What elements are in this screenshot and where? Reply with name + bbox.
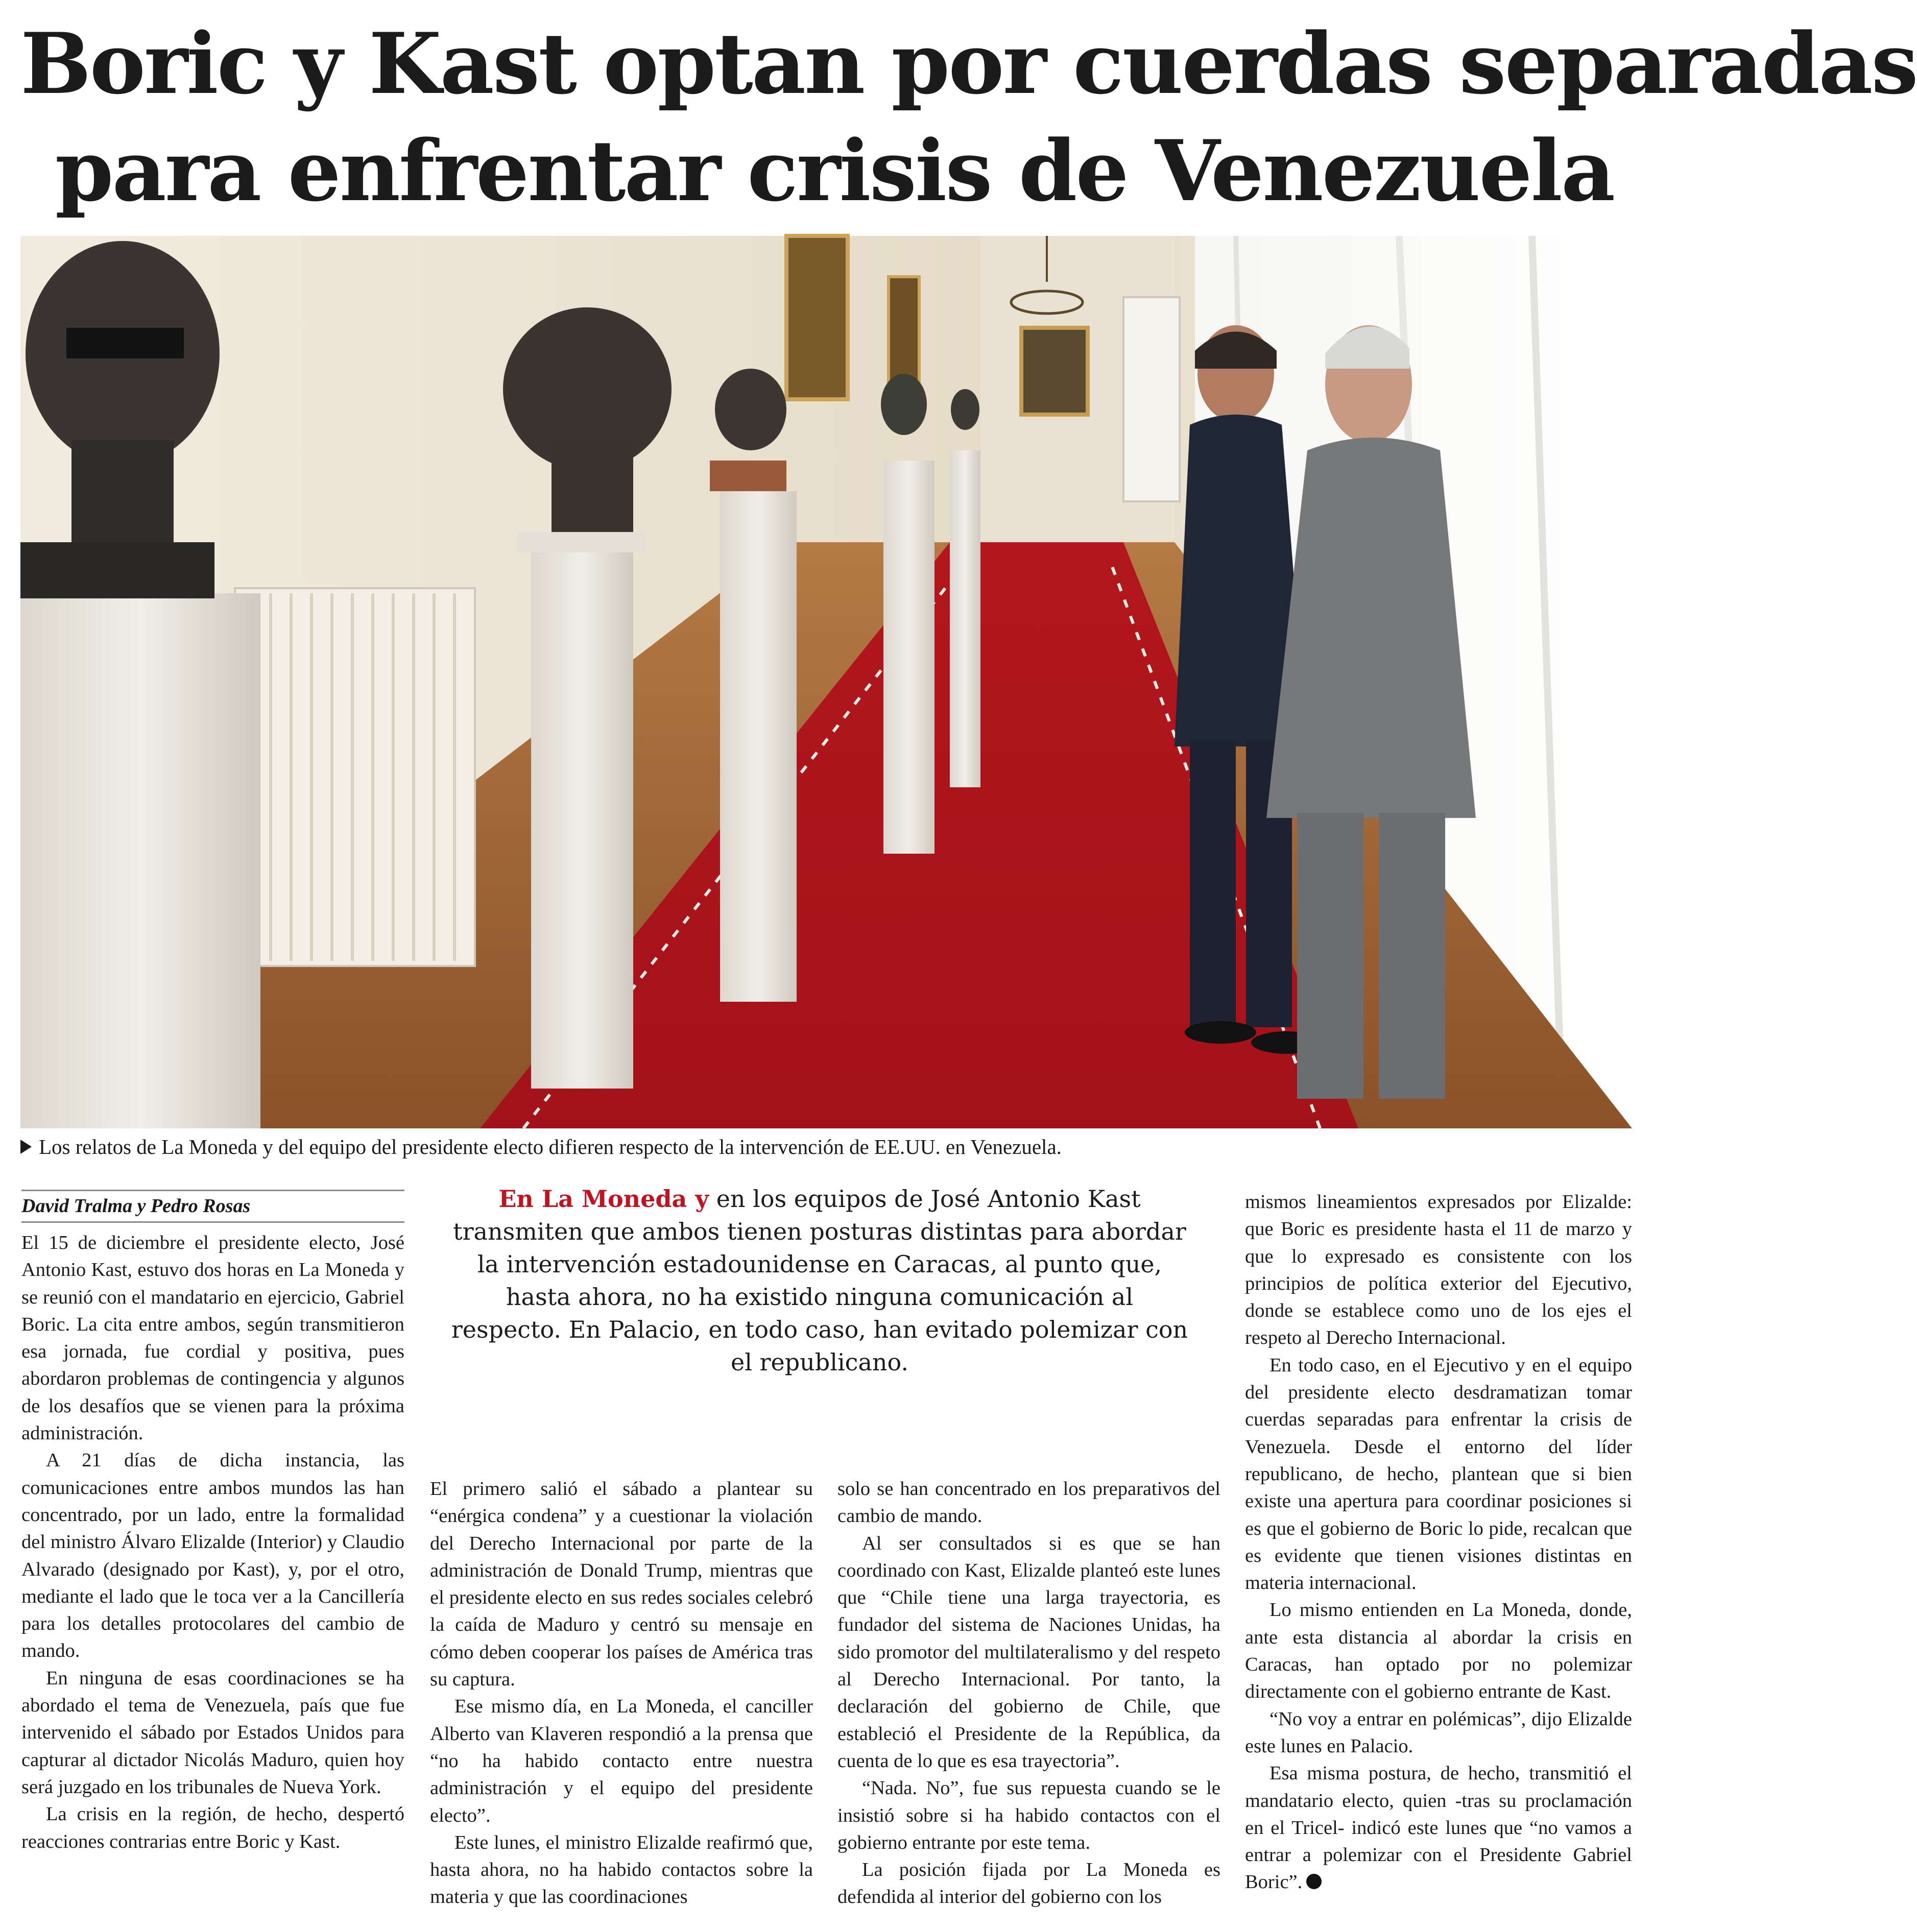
corridor-illustration: [20, 236, 1632, 1128]
paragraph: Lo mismo entienden en La Moneda, donde, ante esta distancia al abordar la crisis en Caracas, han optado por no polemizar directamente con el gobierno entrante de Kast.: [1245, 1599, 1632, 1703]
paragraph: El primero salió el sábado a plantear su “enérgica condena” y a cuestionar la violación del Derecho Internacional por parte de la administración de Donald Trump, mientras que el presidente electo en sus redes sociales celebró la caída de Maduro y centró su mensaje en cómo deben cooperar los países de América tras su captura.: [430, 1478, 813, 1690]
caption-arrow-icon: [20, 1140, 32, 1154]
byline: David Tralma y Pedro Rosas: [21, 1195, 251, 1217]
byline-rule-bottom: [21, 1221, 404, 1223]
article-column-2: [430, 1476, 813, 1911]
paragraph: La posición fijada por La Moneda es defendida al interior del gobierno con los: [837, 1859, 1220, 1908]
caption-text: Los relatos de La Moneda y del equipo del presidente electo difieren respecto de la intervención de EE.UU. en Venezuela.: [39, 1135, 1062, 1158]
paragraph: En ninguna de esas coordinaciones se ha abordado el tema de Venezuela, país que fue intervenido el sábado por Estados Unidos para capturar al dictador Nicolás Maduro, quien hoy será juzgado en los tribunales de Nueva York.: [21, 1667, 404, 1798]
paragraph: Este lunes, el ministro Elizalde reafirmó que, hasta ahora, no ha habido contactos sobre la materia y que las coordinaciones: [430, 1831, 813, 1908]
pull-quote-lead: En La Moneda y: [498, 1185, 709, 1213]
article-column-4: [1245, 1189, 1632, 1896]
article-column-3: [837, 1476, 1220, 1911]
paragraph: A 21 días de dicha instancia, las comunicaciones entre ambos mundos las han concentrado, por un lado, entre la formalidad del ministro Álvaro Elizalde (Interior) y Claudio Alvarado (designado por Kast), y, por el otro, mediante el lado que le toca ver a la Cancillería para los detalles protocolares del cambio de mando.: [21, 1450, 404, 1662]
paragraph: Ese mismo día, en La Moneda, el canciller Alberto van Klaveren respondió a la prensa que “no ha habido contacto entre nuestra administración y el equipo del presidente electo”.: [430, 1696, 813, 1826]
paragraph: “Nada. No”, fue sus repuesta cuando se le insistió sobre si ha habido contactos con el gobierno entrante por este tema.: [837, 1777, 1220, 1853]
paragraph: En todo caso, en el Ejecutivo y en el equipo del presidente electo desdramatizan tomar cuerdas separadas para enfrentar la crisis de Venezuela. Desde el entorno del líder republicano, de hecho, plantean que si bien existe una apertura para coordinar posiciones si es que el gobierno de Boric lo pide, recalcan que es evidente que tienen visiones distintas en materia internacional.: [1245, 1354, 1632, 1594]
headline: [20, 10, 1917, 225]
pull-quote: [449, 1182, 1190, 1379]
paragraph: mismos lineamientos expresados por Elizalde: que Boric es presidente hasta el 11 de marzo y que lo expresado es consistente con los principios de política exterior del Ejecutivo, donde se establece como uno de los ejes el respeto al Derecho Internacional.: [1245, 1191, 1632, 1349]
photo-caption: [20, 1132, 1632, 1161]
paragraph: “No voy a entrar en polémicas”, dijo Elizalde este lunes en Palacio.: [1245, 1708, 1632, 1757]
paragraph: solo se han concentrado en los preparativos del cambio de mando.: [837, 1478, 1220, 1527]
paragraph: La crisis en la región, de hecho, despertó reacciones contrarias entre Boric y Kast.: [21, 1803, 404, 1852]
end-mark-icon: [1306, 1874, 1322, 1889]
headline-line-1: Boric y Kast optan por cuerdas separadas: [20, 14, 1917, 113]
paragraph: El 15 de diciembre el presidente electo, José Antonio Kast, estuvo dos horas en La Moneda y se reunió con el mandatario en ejercicio, Gabriel Boric. La cita entre ambos, según transmitieron esa jornada, fue cordial y positiva, pues abordaron problemas de contingencia y algunos de los desafíos que se vienen para la próxima administración.: [21, 1232, 404, 1444]
headline-line-2: para enfrentar crisis de Venezuela: [55, 122, 1614, 220]
paragraph: Al ser consultados si es que se han coordinado con Kast, Elizalde planteó este lunes que “Chile tiene una larga trayectoria, es fundador del sistema de Naciones Unidas, ha sido promotor del multilateralismo y del respeto al Derecho Internacional. Por tanto, la declaración del gobierno de Chile, que estableció el Presidente de la República, da cuenta de lo que es esa trayectoria”.: [837, 1532, 1220, 1772]
pull-quote-text: en los equipos de José Antonio Kast transmiten que ambos tienen posturas distintas para abordar la intervención estadounidense en Caracas, al punto que, hasta ahora, no ha existido ninguna comunicación al respecto. En Palacio, en todo caso, han evitado polemizar con el republicano.: [451, 1185, 1188, 1376]
paragraph-last: [1245, 1760, 1632, 1896]
article-photo: [20, 236, 1632, 1128]
byline-rule-top: [21, 1190, 404, 1191]
paragraph-text: Esa misma postura, de hecho, transmitió el mandatario electo, quien -tras su proclamación en el Tricel- indicó este lunes que “no vamos a entrar a polemizar con el Presidente Gabriel Boric”.: [1245, 1762, 1632, 1893]
article-column-1: [21, 1229, 404, 1855]
